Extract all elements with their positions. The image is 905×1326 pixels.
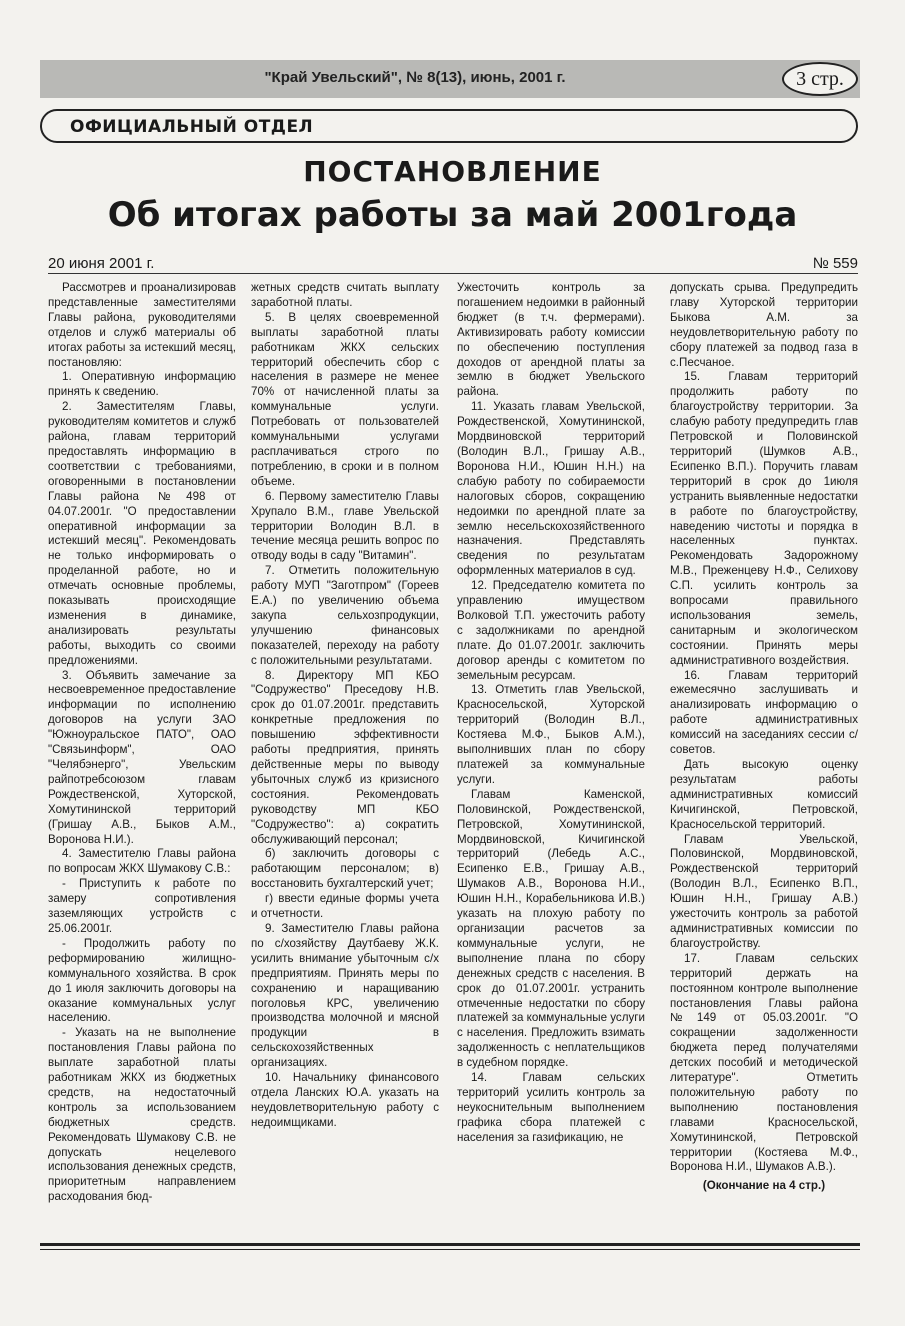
continuation-note: (Окончание на 4 стр.): [702, 1179, 826, 1193]
date-line: [48, 255, 858, 274]
paragraph: Дать высокую оценку результатам работы административных комиссий Кичигинской, Петровской, Красносельской территорий.: [670, 758, 858, 831]
text-column-1: [48, 281, 236, 1231]
paragraph: - Указать на не выполнение постановления Главы района по выплате заработной платы работникам ЖКХ из бюджетных средств, на недостаточный контроль за использованием бюджетных средств. Рекомендовать Шумакову С.В. не допускать нецелевого использования денежных средств, приоритетным направлением расходования бюд-: [48, 1026, 236, 1204]
page-number: 3 стр.: [782, 62, 858, 96]
paragraph: Главам Увельской, Половинской, Мордвиновской, Рождественской территорий (Володин В.Л., Есипенко В.П., Юшин Н.Н., Гришау А.В.) ужесточить контроль за работой административных комиссии по благоустройству.: [670, 832, 858, 950]
paragraph: 6. Первому заместителю Главы Хрупало В.М., главе Увельской территории Володин В.Л. в течение месяца решить вопрос по отводу воды в саду "Витамин".: [251, 489, 439, 563]
paragraph: 16. Главам территорий ежемесячно заслушивать и анализировать информацию о работе административных комиссий на заседаниях сессии с/советов.: [670, 668, 858, 757]
newspaper-header-bar: [40, 60, 860, 98]
paragraph: 14. Главам сельских территорий усилить контроль за неукоснительным выполнением графика сбора платежей с населения за газификацию, не: [457, 1071, 645, 1144]
paragraph: 15. Главам территорий продолжить работу по благоустройству территории. За слабую работу предупредить глав Петровской и Половинской территорий (Шумков А.В., Есипенко В.П.). Поручить главам территорий в срок до 1июля устранить выявленные недостатки в работе по благоустройству, наведению чистоты и порядка в населенных пунктах. Рекомендовать Задорожному М.В., Преженцеву Н.Ф., Селихову С.П. усилить контроль за вопросами правильного использования земель, санитарным и экологическом состоянии. Принять меры административного воздействия.: [670, 370, 858, 667]
paragraph: 3. Объявить замечание за несвоевременное предоставление информации по исполнению договоров на услуги ЗАО "Южноуральское ПАТО", ОАО "Связьинформ", ОАО "Челябэнерго", Увельским райпотребсоюзом главам Рождественской, Хуторской, Хомутининской территорий (Гришау А.В., Быков А.М., Воронова Н.И.).: [48, 668, 236, 846]
section-label: ОФИЦИАЛЬНЫЙ ОТДЕЛ: [70, 117, 314, 137]
document-number: № 559: [812, 255, 858, 272]
paragraph: б) заключить договоры с работающим персоналом; в) восстановить бухгалтерский учет;: [251, 847, 439, 891]
paragraph: жетных средств считать выплату заработной платы.: [251, 281, 439, 309]
paragraph: 2. Заместителям Главы, руководителям комитетов и служб района, главам территорий предоставлять информацию в соответствии с требованиями, оговоренными в постановлении Главы района №498 от 04.07.2001г. "О предоставлении оперативной информации за истекший месяц". Рекомендовать не только информировать о проделанной работе, но и отмечать основные проблемы, показывать происходящие изменения в динамике, анализировать результаты работы, выходить со своими предложениями.: [48, 400, 236, 667]
paragraph: Главам Каменской, Половинской, Рождественской, Петровской, Хомутининской, Мордвиновской, Кичигинской территорий (Лебедь А.С., Есипенко Е.В., Гришау А.В., Шумаков А.В., Воронова Н.И., Юшин Н.Н., Корабельникова И.В.) указать на плохую работу по организации расчетов за коммунальные услуги, не выполнение плана по сбору денежных средств с населения. В срок до 01.07.2001г. устранить отмеченные недостатки по сбору платежей за коммунальные услуги с населения. Предложить взимать задолженность с неплательщиков в судебном порядке.: [457, 787, 645, 1070]
paragraph: 7. Отметить положительную работу МУП "Заготпром" (Гореев Е.А.) по увеличению объема закупа сельхозпродукции, улучшению финансовых показателей, переходу на работу с положительными результатами.: [251, 564, 439, 667]
document-title: Об итогах работы за май 2001года: [107, 195, 798, 235]
paragraph: 9. Заместителю Главы района по с/хозяйству Даутбаеву Ж.К. усилить внимание убыточным с/х предприятиям. Принять меры по сохранению и наращиванию поголовья КРС, увеличению производства молочной и мясной продукции в сельскохозяйственных организациях.: [251, 921, 439, 1070]
paragraph: 4. Заместителю Главы района по вопросам ЖКХ Шумакову С.В.:: [48, 847, 236, 876]
text-column-2: [251, 281, 439, 1231]
paragraph: 11. Указать главам Увельской, Рождественской, Хомутининской, Мордвиновской территорий (Володин В.Л., Гришау А.В., Воронова Н.И., Юшин Н.Н.) на слабую работу по собираемости налоговых сборов, сокращению недоимки по арендной плате за землю несельскохозяйственного назначения. Представлять сведения по результатам оформленных материалов в суд.: [457, 400, 645, 578]
paragraph: 17. Главам сельских территорий держать на постоянном контроле выполнение постановления Главы района №149 от 05.03.2001г. "О сокращении задолженности бюджета перед получателями детских пособий и методической литературе". Отметить положительную работу по выполнению постановления главами Красносельской, Хомутининской, Петровской территории (Костяева М.Ф., Воронова Н.И., Шумаков А.В.).: [670, 951, 858, 1174]
paragraph: 1. Оперативную информацию принять к сведению.: [48, 370, 236, 399]
paragraph: 5. В целях своевременной выплаты заработной платы работникам ЖКХ сельских территорий обеспечить сбор с населения в размере не менее 70% от начисленной платы за коммунальные услуги. Потребовать от пользователей коммунальными услугами расплачиваться строго по потреблению, в сроки и в полном объеме.: [251, 310, 439, 488]
document-date: 20 июня 2001 г.: [48, 255, 155, 272]
paragraph: г) ввести единые формы учета и отчетности.: [251, 892, 439, 921]
text-column-3: [457, 281, 645, 1231]
section-banner: [40, 109, 858, 143]
text-column-4: [670, 281, 858, 1231]
bottom-rule: [40, 1243, 860, 1250]
document-type: ПОСТАНОВЛЕНИЕ: [303, 155, 602, 188]
newspaper-header-title: "Край Увельский", № 8(13), июнь, 2001 г.: [264, 69, 566, 86]
paragraph: 12. Председателю комитета по управлению имуществом Волковой Т.П. ужесточить работу с задолжниками по арендной плате. До 01.07.2001г. заключить договор аренды с комитетом по земельным ресурсам.: [457, 579, 645, 682]
paragraph: Ужесточить контроль за погашением недоимки в районный бюджет (в т.ч. фермерами). Активизировать работу комиссии по обеспечению поступления доходов от арендной платы за землю в бюджет Увельского района.: [457, 281, 645, 399]
paragraph: - Приступить к работе по замеру сопротивления заземляющих устройств с 25.06.2001г.: [48, 877, 236, 935]
paragraph: - Продолжить работу по реформированию жилищно-коммунального хозяйства. В срок до 1 июля заключить договоры на оказание коммунальных услуг населению.: [48, 936, 236, 1025]
paragraph: допускать срыва. Предупредить главу Хуторской территории Быкова А.М. за неудовлетворительную работу по сбору платежей за подвод газа в с.Песчаное.: [670, 281, 858, 369]
paragraph: 13. Отметить глав Увельской, Красносельской, Хуторской территорий (Володин В.Л., Костяева М.Ф., Быков А.М.), выполнивших план по сбору платежей за коммунальные услуги.: [457, 683, 645, 786]
paragraph: Рассмотрев и проанализировав представленные заместителями Главы района, руководителями отделов и служб материалы об итогах работы за истекший месяц, постановляю:: [48, 281, 236, 369]
paragraph: 8. Директору МП КБО "Содружество" Преседову Н.В. срок до 01.07.2001г. представить конкретные предложения по повышению эффективности работы предприятия, принять действенные меры по выводу убыточных служб из кризисного состояния. Рекомендовать руководству МП КБО "Содружество": а) сократить обслуживающий персонал;: [251, 668, 439, 846]
paragraph: 10. Начальнику финансового отдела Ланских Ю.А. указать на неудовлетворительную работу с недоимщиками.: [251, 1071, 439, 1129]
